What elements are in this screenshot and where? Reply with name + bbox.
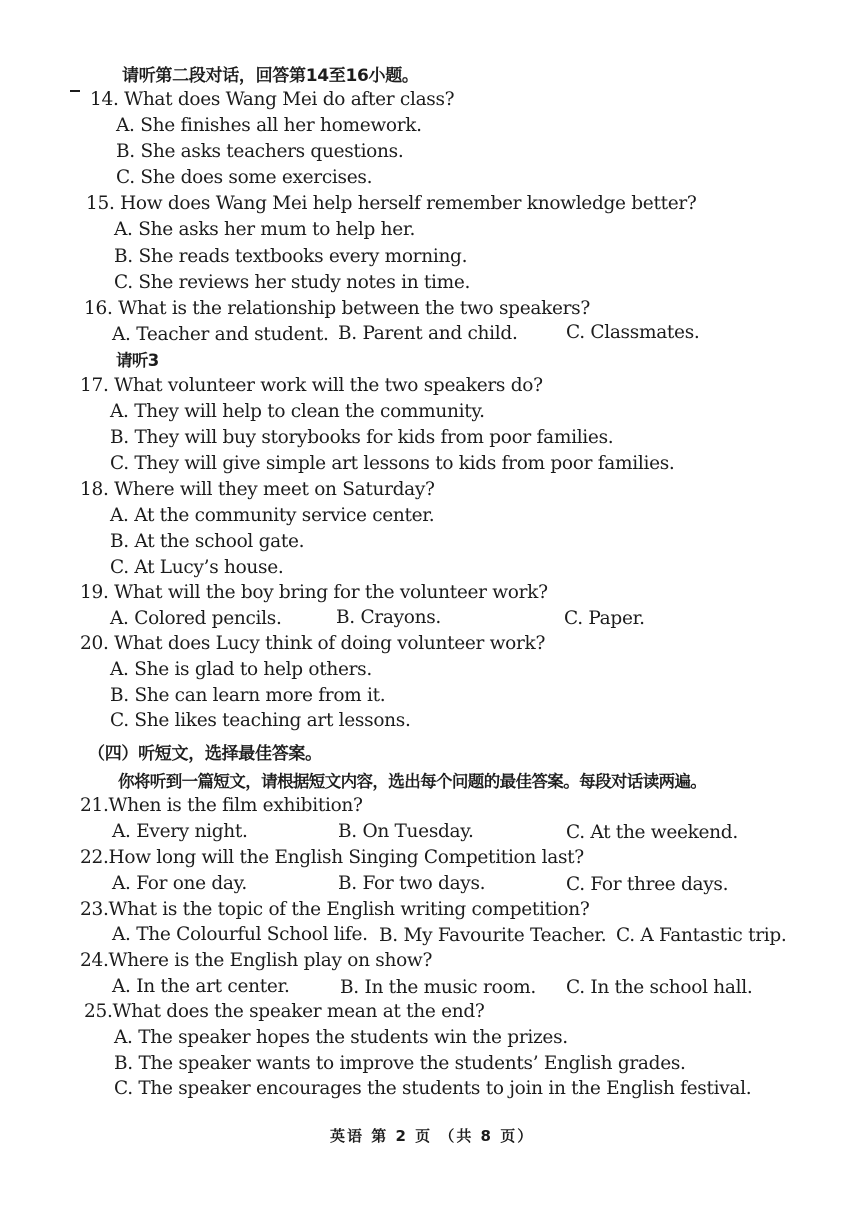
q15-option-a: A. She asks her mum to help her. (114, 219, 416, 240)
part3-instruction: 请听3 (116, 351, 159, 370)
q18-option-c: C. At Lucy’s house. (110, 557, 284, 578)
q19-option-a: A. Colored pencils. (110, 608, 282, 629)
q20-option-c: C. She likes teaching art lessons. (110, 710, 411, 731)
q25-option-a: A. The speaker hopes the students win the prizes. (114, 1027, 568, 1048)
part4-title: （四）听短文，选择最佳答案。 (88, 744, 322, 764)
question-24: 24.Where is the English play on show? (80, 950, 433, 971)
q18-option-b: B. At the school gate. (110, 531, 305, 552)
part2-instruction: 请听第二段对话，回答第14至16小题。 (122, 66, 419, 86)
q15-option-b: B. She reads textbooks every morning. (114, 246, 468, 267)
question-23: 23.What is the topic of the English writing competition? (80, 899, 590, 920)
q21-option-a: A. Every night. (112, 821, 248, 842)
question-14: 14. What does Wang Mei do after class? (90, 89, 455, 110)
q23-option-a: A. The Colourful School life. (112, 924, 368, 945)
question-17: 17. What volunteer work will the two speakers do? (80, 375, 543, 396)
q24-option-c: C. In the school hall. (566, 977, 753, 998)
question-21: 21.When is the film exhibition? (80, 795, 363, 816)
q17-option-b: B. They will buy storybooks for kids from poor families. (110, 427, 614, 448)
q21-option-b: B. On Tuesday. (338, 821, 474, 842)
q24-option-a: A. In the art center. (112, 976, 290, 997)
q18-option-a: A. At the community service center. (110, 505, 435, 526)
q14-option-b: B. She asks teachers questions. (116, 141, 404, 162)
q25-option-b: B. The speaker wants to improve the students’ English grades. (114, 1053, 686, 1074)
q20-option-b: B. She can learn more from it. (110, 685, 386, 706)
q15-option-c: C. She reviews her study notes in time. (114, 272, 471, 293)
q23-option-c: C. A Fantastic trip. (616, 925, 787, 946)
question-20: 20. What does Lucy think of doing volunteer work? (80, 633, 546, 654)
q23-option-b: B. My Favourite Teacher. (379, 925, 607, 946)
q14-option-a: A. She finishes all her homework. (116, 115, 422, 136)
question-19: 19. What will the boy bring for the volunteer work? (80, 582, 548, 603)
question-25: 25.What does the speaker mean at the end? (84, 1001, 485, 1022)
q21-option-c: C. At the weekend. (566, 822, 738, 843)
page-footer: 英语 第 2 页 （共 8 页） (330, 1127, 535, 1145)
q22-option-c: C. For three days. (566, 874, 729, 895)
q19-option-b: B. Crayons. (336, 607, 441, 628)
q19-option-c: C. Paper. (564, 608, 645, 629)
part4-description: 你将听到一篇短文，请根据短文内容，选出每个问题的最佳答案。每段对话读两遍。 (118, 772, 707, 791)
q25-option-c: C. The speaker encourages the students to join in the English festival. (114, 1078, 752, 1099)
q20-option-a: A. She is glad to help others. (110, 659, 372, 680)
question-22: 22.How long will the English Singing Competition last? (80, 847, 584, 868)
question-18: 18. Where will they meet on Saturday? (80, 479, 435, 500)
q24-option-b: B. In the music room. (340, 977, 536, 998)
q17-option-a: A. They will help to clean the community. (110, 401, 485, 422)
q16-option-a: A. Teacher and student. (112, 324, 329, 345)
q22-option-a: A. For one day. (112, 873, 247, 894)
margin-mark (70, 90, 80, 92)
question-15: 15. How does Wang Mei help herself remember knowledge better? (86, 193, 697, 214)
q16-option-b: B. Parent and child. (338, 323, 518, 344)
q14-option-c: C. She does some exercises. (116, 167, 373, 188)
q17-option-c: C. They will give simple art lessons to kids from poor families. (110, 453, 675, 474)
question-16: 16. What is the relationship between the two speakers? (84, 298, 590, 319)
q22-option-b: B. For two days. (338, 873, 486, 894)
q16-option-c: C. Classmates. (566, 322, 700, 343)
